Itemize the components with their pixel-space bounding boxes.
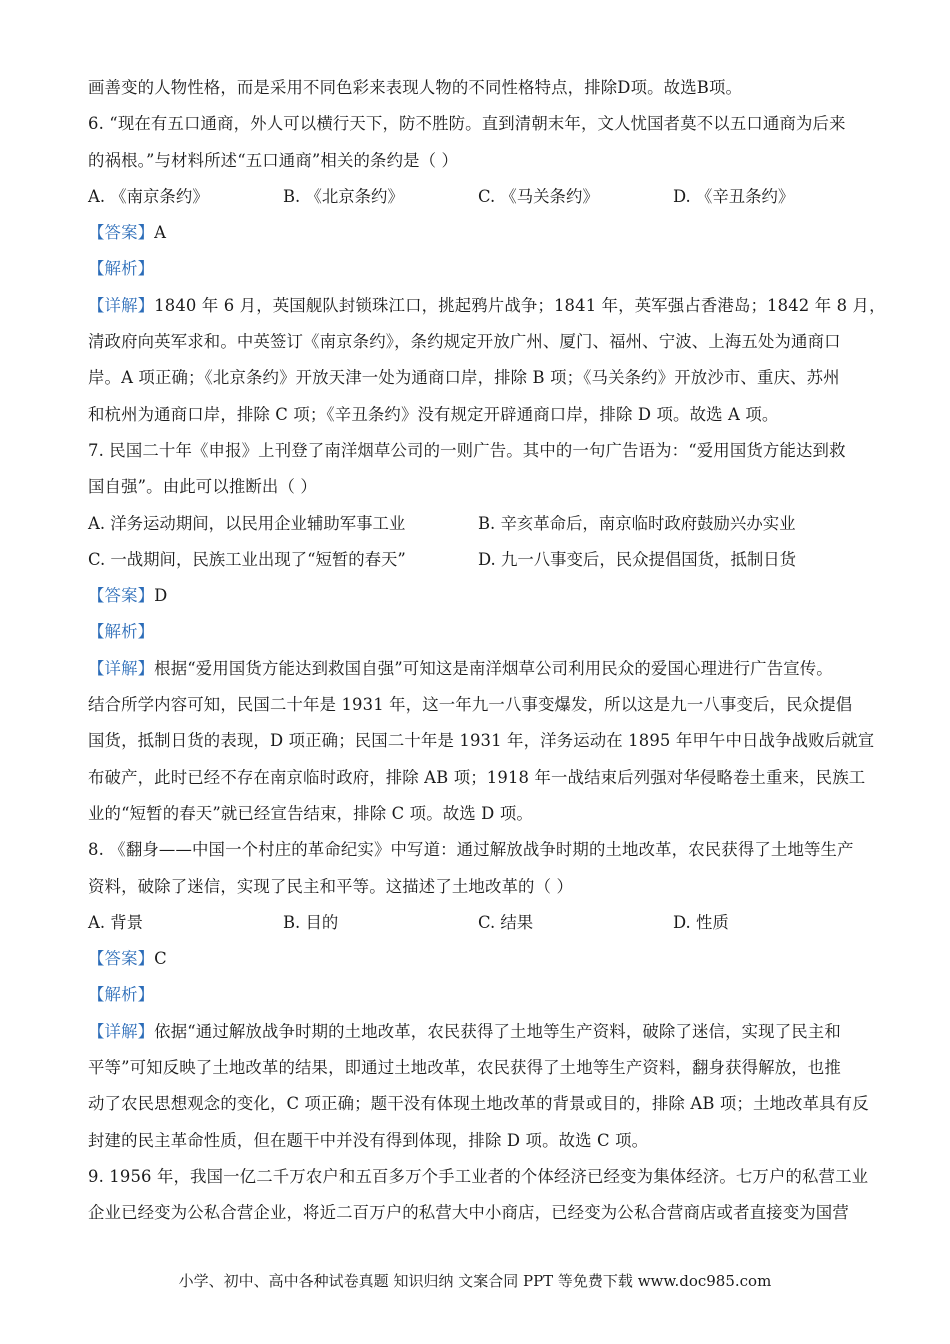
- text-line: 清政府向英军求和。中英签订《南京条约》，条约规定开放广州、厦门、福州、宁波、上海五处为通商口: [88, 332, 841, 352]
- option-b: B. 目的: [283, 912, 339, 932]
- option-d: D. 九一八事变后，民众提倡国货，抵制日货: [478, 549, 797, 569]
- question-7-answer: [88, 578, 868, 614]
- question-7-options-row2: [88, 542, 868, 578]
- text-line: 画善变的人物性格，而是采用不同色彩来表现人物的不同性格特点，排除D项。故选B项。: [88, 78, 743, 97]
- question-8-analysis: [88, 977, 868, 1013]
- analysis-label: 【解析】: [88, 985, 155, 1005]
- question-7-options-row1: [88, 506, 868, 542]
- answer-value: D: [154, 586, 168, 606]
- question-6-options: [88, 179, 868, 215]
- document-page: [88, 70, 886, 1232]
- answer-value: C: [154, 949, 167, 969]
- answer-label: 【答案】: [88, 586, 155, 606]
- detail-label: 【详解】: [88, 658, 155, 678]
- question-6-stem-cont: 的祸根。”与材料所述“五口通商”相关的条约是（ ）: [88, 150, 459, 170]
- text-line: 封建的民主革命性质，但在题干中并没有得到体现，排除 D 项。故选 C 项。: [88, 1130, 649, 1150]
- question-8-detail: [88, 1014, 868, 1050]
- detail-label: 【详解】: [88, 1021, 155, 1041]
- option-c: C. 一战期间，民族工业出现了“短暂的春天”: [88, 549, 406, 569]
- detail-label: 【详解】: [88, 295, 155, 315]
- text-line: 平等”可知反映了土地改革的结果，即通过土地改革，农民获得了土地等生产资料，翻身获得解放，也推: [88, 1058, 841, 1078]
- text-line: 动了农民思想观念的变化，C 项正确；题干没有体现土地改革的背景或目的，排除 AB 项；土地改革具有反: [88, 1094, 869, 1114]
- question-8-options: [88, 905, 868, 941]
- option-d: D. 《辛丑条约》: [673, 186, 795, 206]
- question-7-stem: 7. 民国二十年《申报》上刊登了南洋烟草公司的一则广告。其中的一句广告语为：“爱用国货方能达到救: [88, 440, 846, 460]
- question-7-stem-cont: 国自强”。由此可以推断出（ ）: [88, 477, 317, 497]
- option-c: C. 《马关条约》: [478, 186, 599, 206]
- answer-label: 【答案】: [88, 223, 155, 243]
- option-a: A. 洋务运动期间，以民用企业辅助军事工业: [88, 513, 406, 533]
- question-6-answer: [88, 215, 868, 251]
- question-8-stem: 8. 《翻身——中国一个村庄的革命纪实》中写道：通过解放战争时期的土地改革，农民获得了土地等生产: [88, 840, 854, 860]
- question-9-stem: 9. 1956 年，我国一亿二千万农户和五百多万个手工业者的个体经济已经变为集体经济。七万户的私营工业: [88, 1166, 869, 1186]
- option-a: A. 背景: [88, 912, 144, 932]
- text-line: 国货，抵制日货的表现，D 项正确；民国二十年是 1931 年，洋务运动在 1895 年甲午中日战争战败后就宣: [88, 731, 875, 751]
- page-footer: 小学、初中、高中各种试卷真题 知识归纳 文案合同 PPT 等免费下载 www.doc985.com: [178, 1272, 772, 1290]
- question-9-stem-cont: 企业已经变为公私合营企业，将近二百万户的私营大中小商店，已经变为公私合营商店或者直接变为国营: [88, 1203, 849, 1223]
- answer-value: A: [154, 223, 167, 243]
- question-8-stem-cont: 资料，破除了迷信，实现了民主和平等。这描述了土地改革的（ ）: [88, 876, 574, 896]
- option-b: B. 辛亥革命后，南京临时政府鼓励兴办实业: [478, 513, 796, 533]
- question-6-detail: [88, 288, 886, 324]
- analysis-label: 【解析】: [88, 622, 155, 642]
- option-d: D. 性质: [673, 912, 729, 932]
- detail-text: 1840 年 6 月，英国舰队封锁珠江口，挑起鸦片战争；1841 年，英军强占香港岛；1842 年 8 月，: [154, 295, 886, 315]
- question-7-detail: [88, 651, 868, 687]
- answer-label: 【答案】: [88, 949, 155, 969]
- text-line: 结合所学内容可知，民国二十年是 1931 年，这一年九一八事变爆发，所以这是九一八事变后，民众提倡: [88, 695, 853, 715]
- question-8-answer: [88, 941, 868, 977]
- question-6-analysis: [88, 251, 868, 287]
- analysis-label: 【解析】: [88, 259, 155, 279]
- question-7-analysis: [88, 614, 868, 650]
- text-line: 业的“短暂的春天”就已经宣告结束，排除 C 项。故选 D 项。: [88, 803, 533, 823]
- text-line: 岸。A 项正确；《北京条约》开放天津一处为通商口岸，排除 B 项；《马关条约》开放沙市、重庆、苏州: [88, 368, 840, 388]
- text-line: 和杭州为通商口岸，排除 C 项；《辛丑条约》没有规定开辟通商口岸，排除 D 项。故选 A 项。: [88, 404, 779, 424]
- detail-text: 根据“爱用国货方能达到救国自强”可知这是南洋烟草公司利用民众的爱国心理进行广告宣传。: [154, 658, 833, 678]
- text-line: 布破产，此时已经不存在南京临时政府，排除 AB 项；1918 年一战结束后列强对华侵略卷土重来，民族工: [88, 767, 866, 787]
- option-c: C. 结果: [478, 912, 534, 932]
- option-a: A. 《南京条约》: [88, 186, 209, 206]
- option-b: B. 《北京条约》: [283, 186, 404, 206]
- question-6-stem: 6. “现在有五口通商，外人可以横行天下，防不胜防。直到清朝末年，文人忧国者莫不以五口通商为后来: [88, 114, 846, 134]
- detail-text: 依据“通过解放战争时期的土地改革，农民获得了土地等生产资料，破除了迷信，实现了民主和: [154, 1021, 841, 1041]
